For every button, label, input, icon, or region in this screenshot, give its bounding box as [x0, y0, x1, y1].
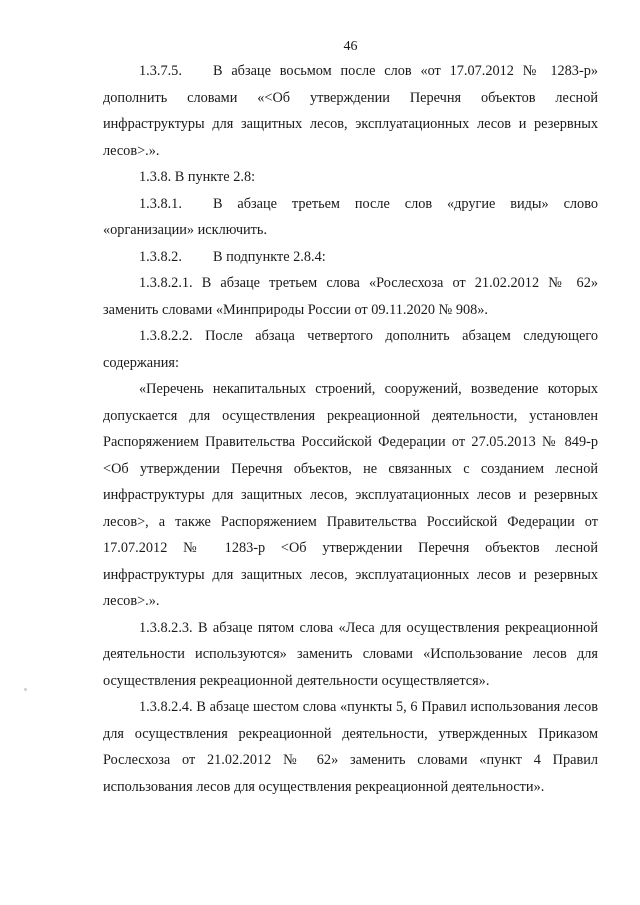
page-number: 46: [343, 39, 358, 54]
paragraph-text: 1.3.8.2.4. В абзаце шестом слова «пункты 5, 6 Правил использования лесов для осуществления рекреационной деятельности, утвержденных Приказом Рослесхоза от 21.02.2012 № 62» заменить словами «пункт 4 Правил использования лесов для осуществления рекреационной деятельности».: [103, 699, 598, 795]
paragraph-number: 1.3.7.5.: [139, 63, 182, 79]
paragraph-1-3-8-2-3: [103, 615, 598, 695]
paragraph-1-3-8-2-1: [103, 270, 598, 323]
paragraph-number: 1.3.8.1.: [139, 195, 182, 212]
paragraph-text: В абзаце восьмом после слов «от 17.07.2012 № 1283-р» дополнить словами «<Об утверждении Перечня объектов лесной инфраструктуры для защитных лесов, эксплуатационных лесов и резервных лесов>.».: [103, 63, 598, 159]
paragraph-text: 1.3.8.2.2. После абзаца четвертого дополнить абзацем следующего содержания:: [103, 328, 598, 371]
scan-speck: [24, 688, 27, 691]
paragraph-text: В подпункте 2.8.4:: [213, 248, 326, 265]
paragraph-1-3-8: [103, 164, 598, 191]
paragraph-1-3-8-2-2: [103, 323, 598, 376]
document-page: [103, 38, 598, 800]
paragraph-1-3-7-5: [103, 58, 598, 164]
paragraph-1-3-8-1: [103, 191, 598, 244]
paragraph-text: В абзаце третьем после слов «другие виды» слово «организации» исключить.: [103, 195, 598, 238]
paragraph-inserted-quote: [103, 376, 598, 615]
paragraph-1-3-8-2-4: [103, 694, 598, 800]
paragraph-text: 1.3.8.2.3. В абзаце пятом слова «Леса для осуществления рекреационной деятельности используются» заменить словами «Использование лесов для осуществления рекреационной деятельности осуществляется».: [103, 619, 598, 689]
paragraph-text: 1.3.8.2.1. В абзаце третьем слова «Рослесхоза от 21.02.2012 № 62» заменить словами «Минприроды России от 09.11.2020 № 908».: [103, 275, 598, 318]
paragraph-text: «Перечень некапитальных строений, сооружений, возведение которых допускается для осуществления рекреационной деятельности, установлен Распоряжением Правительства Российской Федерации от 27.05.2013 № 849-р <Об утверждении Перечня объектов, не связанных с созданием лесной инфраструктуры для защитных лесов, эксплуатационных лесов и резервных лесов>, а также Распоряжением Правительства Российской Федерации от 17.07.2012 № 1283-р <Об утверждении Перечня объектов лесной инфраструктуры для защитных лесов, эксплуатационных лесов и резервных лесов>.».: [103, 381, 598, 609]
paragraph-number: 1.3.8.2.: [139, 248, 182, 265]
paragraph-text: 1.3.8. В пункте 2.8:: [139, 169, 256, 185]
paragraph-1-3-8-2: [103, 244, 598, 271]
